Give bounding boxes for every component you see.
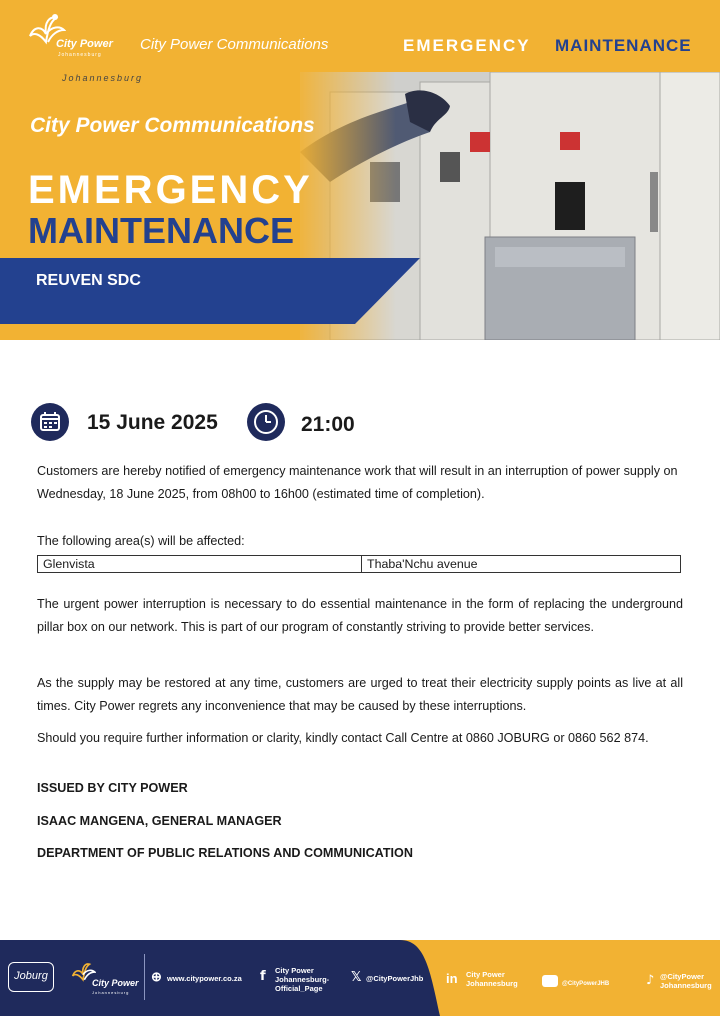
- footer-logo-name: City Power: [92, 978, 139, 988]
- footer-logo-sub: Johannesburg: [92, 990, 130, 995]
- calendar-icon: [31, 403, 69, 441]
- location-label: REUVEN SDC: [36, 272, 141, 289]
- logo-subtitle: Johannesburg: [58, 52, 102, 58]
- location-band: [0, 258, 420, 324]
- city-power-logo: [22, 12, 132, 64]
- hero-communications: City Power Communications: [30, 114, 315, 137]
- linkedin-icon: in: [446, 971, 458, 986]
- hero-emergency: EMERGENCY: [28, 168, 313, 212]
- restored-paragraph: As the supply may be restored at any time, customers are urged to treat their electricity supply points as live at all times. City Power regrets any inconvenience that may be caused by these interruptions.: [37, 676, 683, 713]
- joburg-logo: Joburg: [8, 962, 54, 992]
- hero-banner: [0, 72, 720, 340]
- areas-label: The following area(s) will be affected:: [37, 534, 245, 548]
- tiktok-icon: ♪: [646, 973, 655, 988]
- hero-maintenance: MAINTENANCE: [28, 210, 294, 251]
- issued-by: ISSUED BY CITY POWER: [37, 781, 188, 795]
- department-name: DEPARTMENT OF PUBLIC RELATIONS AND COMMUNICATION: [37, 846, 413, 860]
- strip-communications: City Power Communications: [140, 36, 329, 53]
- clock-icon: [247, 403, 285, 441]
- logo-name: City Power: [56, 38, 113, 50]
- logo-johannesburg: Johannesburg: [62, 73, 144, 83]
- top-strip: [0, 0, 720, 72]
- reason-paragraph: The urgent power interruption is necessary to do essential maintenance in the form of replacing the underground pillar box on our network. This is part of our program of constantly striving to provide better services.: [37, 597, 683, 634]
- area-cell: Thaba'Nchu avenue: [367, 557, 478, 571]
- area-cell: Glenvista: [38, 556, 362, 572]
- youtube-icon: [542, 975, 558, 987]
- affected-areas-table: [37, 555, 681, 573]
- notice-date: 15 June 2025: [87, 411, 218, 434]
- contact-paragraph: Should you require further information or clarity, kindly contact Call Centre at 0860 JOBURG or 0860 562 874.: [37, 731, 649, 745]
- intro-paragraph: Customers are hereby notified of emergency maintenance work that will result in an interruption of power supply on Wednesday, 18 June 2025, from 08h00 to 16h00 (estimated time of completion).: [37, 464, 678, 501]
- globe-icon: ⊕: [151, 969, 162, 984]
- footer: Joburg City Power Johannesburg ⊕ www.citypower.co.za f City Power Johannesburg- Official_Page 𝕏 @CityPowerJhb in City Power Johannesburg @CityPowerJHB ♪ @CityPower Johannesburg: [0, 940, 720, 1016]
- strip-maintenance: MAINTENANCE: [555, 36, 692, 55]
- notice-time: 21:00: [301, 413, 355, 436]
- manager-name: ISAAC MANGENA, GENERAL MANAGER: [37, 814, 282, 828]
- facebook-icon: f: [260, 969, 266, 984]
- strip-emergency: EMERGENCY: [403, 36, 531, 55]
- footer-divider: [144, 954, 145, 1000]
- footer-city-power-logo: [70, 960, 140, 1000]
- x-icon: 𝕏: [351, 970, 362, 985]
